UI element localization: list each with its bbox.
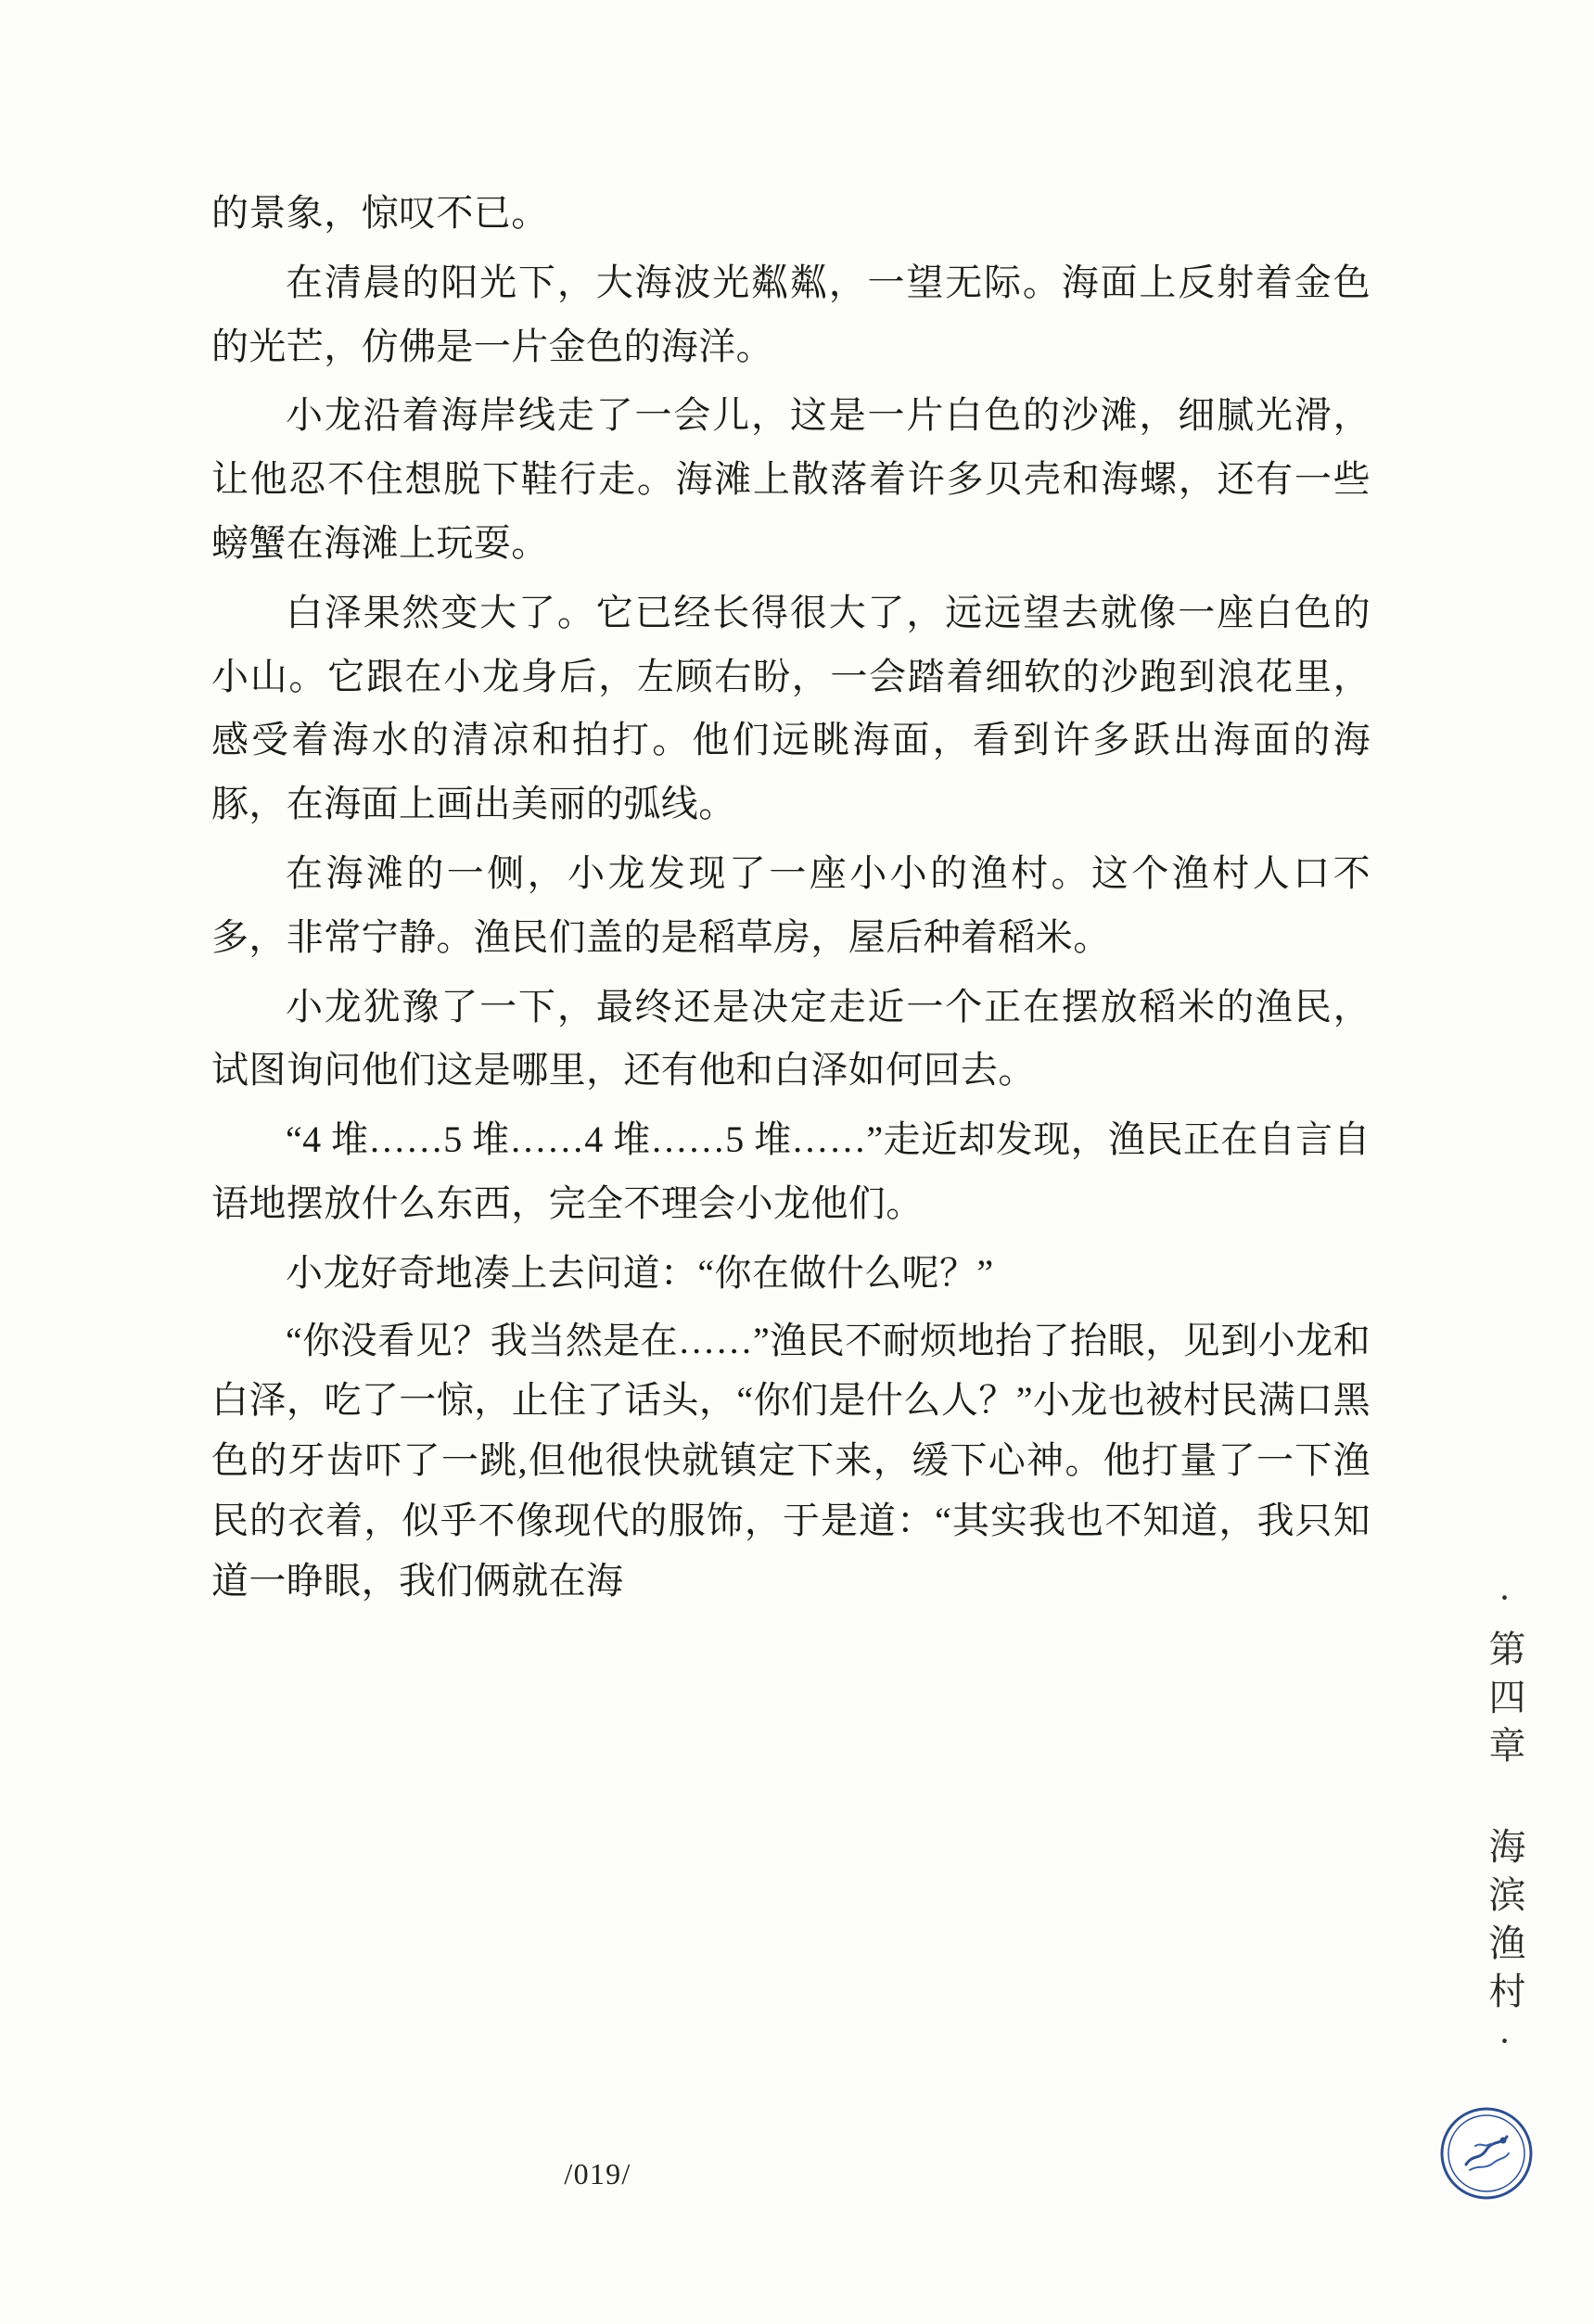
- paragraph: 白泽果然变大了。它已经长得很大了，远远望去就像一座白色的小山。它跟在小龙身后，左顾右盼，一会踏着细软的沙跑到浪花里，感受着海水的清凉和拍打。他们远眺海面，看到许多跃出海面的海豚，在海面上画出美丽的弧线。: [211, 591, 1371, 825]
- chapter-title-vertical: ·第四章 海滨渔村·: [1484, 1577, 1525, 2073]
- paragraph: 小龙沿着海岸线走了一会儿，这是一片白色的沙滩，细腻光滑，让他忍不住想脱下鞋行走。海滩上散落着许多贝壳和海螺，还有一些螃蟹在海滩上玩耍。: [211, 394, 1371, 564]
- paragraph: 小龙犹豫了一下，最终还是决定走近一个正在摆放稻米的渔民，试图询问他们这是哪里，还有他和白泽如何回去。: [211, 985, 1371, 1092]
- paragraph: 在海滩的一侧，小龙发现了一座小小的渔村。这个渔村人口不多，非常宁静。渔民们盖的是稻草房，屋后种着稻米。: [211, 851, 1371, 958]
- paragraph: 的景象，惊叹不已。: [211, 192, 549, 234]
- paragraph: 小龙好奇地凑上去问道：“你在做什么呢？”: [286, 1251, 994, 1294]
- paragraph: “4 堆……5 堆……4 堆……5 堆……”走近却发现，渔民正在自言自语地摆放什么东西，完全不理会小龙他们。: [211, 1118, 1371, 1224]
- paragraph: 在清晨的阳光下，大海波光粼粼，一望无际。海面上反射着金色的光芒，仿佛是一片金色的海洋。: [211, 261, 1371, 367]
- page-number: [0, 2157, 1594, 2191]
- body-text-column: [211, 182, 1371, 1617]
- page-number-label: /019/: [564, 2157, 631, 2190]
- paragraph: “你没看见？我当然是在……”渔民不耐烦地抬了抬眼，见到小龙和白泽，吃了一惊，止住了话头，“你们是什么人？”小龙也被村民满口黑色的牙齿吓了一跳,但他很快就镇定下来，缓下心神。他打量了一下渔民的衣着，似乎不像现代的服饰，于是道：“其实我也不知道，我只知道一睁眼，我们俩就在海: [211, 1319, 1371, 1602]
